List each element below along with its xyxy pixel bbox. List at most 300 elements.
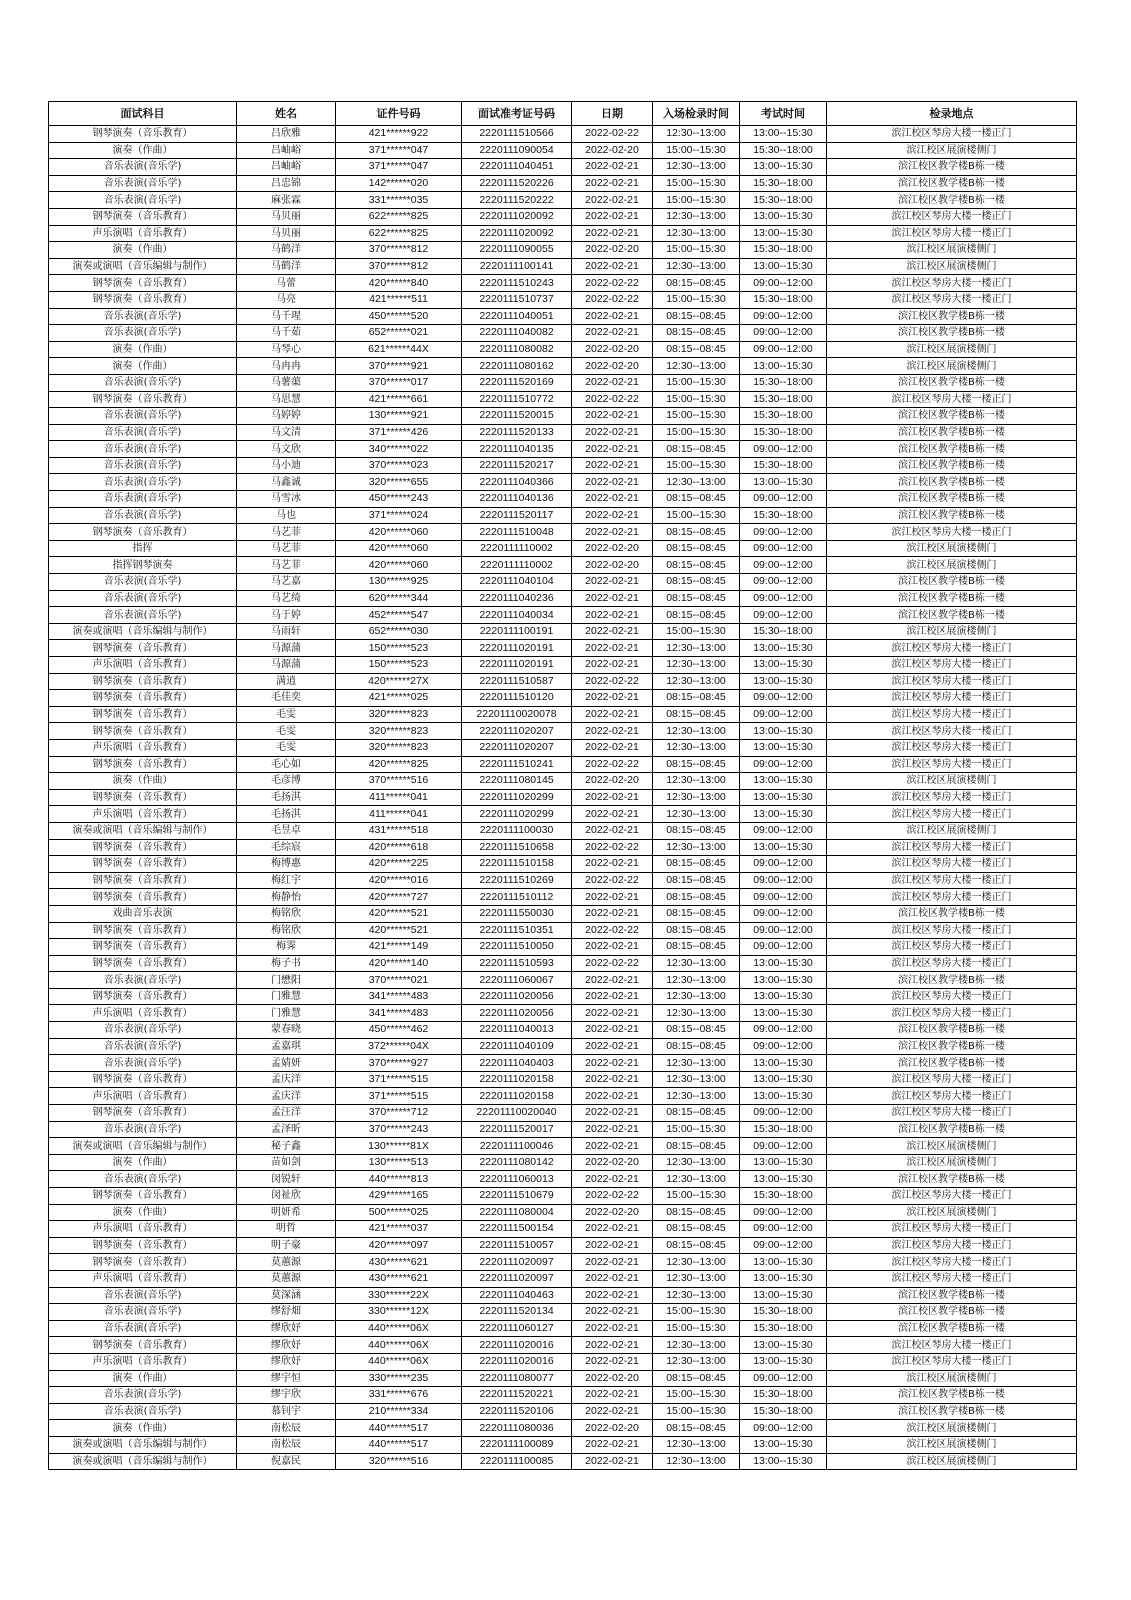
table-row <box>49 308 1077 325</box>
cell-subject: 钢琴演奏（音乐教育） <box>49 1337 237 1354</box>
cell-admission-number: 2220111510050 <box>462 939 572 956</box>
cell-admission-number: 2220111510243 <box>462 275 572 292</box>
table-row <box>49 175 1077 192</box>
cell-admission-number: 2220111550030 <box>462 905 572 922</box>
table-row <box>49 1270 1077 1287</box>
cell-exam-time: 13:00--15:30 <box>740 1005 827 1022</box>
cell-date: 2022-02-21 <box>572 491 653 508</box>
cell-id-number: 652******030 <box>336 623 462 640</box>
cell-admission-number: 2220111520017 <box>462 1121 572 1138</box>
cell-admission-number: 2220111040109 <box>462 1038 572 1055</box>
cell-date: 2022-02-21 <box>572 607 653 624</box>
cell-location: 滨江校区琴房大楼一楼正门 <box>827 723 1077 740</box>
cell-id-number: 420******140 <box>336 955 462 972</box>
cell-checkin-time: 12:30--13:00 <box>653 1337 740 1354</box>
cell-id-number: 622******825 <box>336 225 462 242</box>
cell-checkin-time: 12:30--13:00 <box>653 1154 740 1171</box>
cell-id-number: 370******023 <box>336 457 462 474</box>
cell-exam-time: 09:00--12:00 <box>740 441 827 458</box>
cell-subject: 演奏或演唱（音乐编辑与制作） <box>49 623 237 640</box>
cell-location: 滨江校区教学楼B栋一楼 <box>827 424 1077 441</box>
cell-exam-time: 09:00--12:00 <box>740 540 827 557</box>
cell-date: 2022-02-21 <box>572 1121 653 1138</box>
cell-name: 倪嘉民 <box>237 1453 336 1470</box>
cell-checkin-time: 12:30--13:00 <box>653 1453 740 1470</box>
cell-exam-time: 09:00--12:00 <box>740 574 827 591</box>
cell-date: 2022-02-21 <box>572 590 653 607</box>
cell-location: 滨江校区琴房大楼一楼正门 <box>827 922 1077 939</box>
cell-date: 2022-02-22 <box>572 1188 653 1205</box>
cell-exam-time: 13:00--15:30 <box>740 739 827 756</box>
header-name: 姓名 <box>237 102 336 126</box>
cell-id-number: 150******523 <box>336 640 462 657</box>
cell-subject: 钢琴演奏（音乐教育） <box>49 839 237 856</box>
cell-subject: 声乐演唱（音乐教育） <box>49 657 237 674</box>
cell-date: 2022-02-22 <box>572 126 653 143</box>
cell-name: 毛扬淇 <box>237 789 336 806</box>
cell-id-number: 420******060 <box>336 557 462 574</box>
cell-checkin-time: 08:15--08:45 <box>653 491 740 508</box>
cell-checkin-time: 08:15--08:45 <box>653 706 740 723</box>
cell-subject: 演奏（作曲） <box>49 142 237 159</box>
cell-name: 苗如剑 <box>237 1154 336 1171</box>
cell-checkin-time: 15:00--15:30 <box>653 1121 740 1138</box>
cell-date: 2022-02-20 <box>572 1420 653 1437</box>
cell-checkin-time: 12:30--13:00 <box>653 1254 740 1271</box>
cell-admission-number: 2220111510057 <box>462 1237 572 1254</box>
cell-location: 滨江校区教学楼B栋一楼 <box>827 607 1077 624</box>
cell-name: 缪欣妤 <box>237 1320 336 1337</box>
cell-location: 滨江校区琴房大楼一楼正门 <box>827 208 1077 225</box>
cell-name: 马文欣 <box>237 441 336 458</box>
cell-id-number: 420******840 <box>336 275 462 292</box>
cell-date: 2022-02-22 <box>572 872 653 889</box>
cell-exam-time: 09:00--12:00 <box>740 822 827 839</box>
cell-date: 2022-02-20 <box>572 540 653 557</box>
cell-date: 2022-02-21 <box>572 457 653 474</box>
cell-exam-time: 13:00--15:30 <box>740 789 827 806</box>
cell-date: 2022-02-21 <box>572 192 653 209</box>
cell-admission-number: 2220111520133 <box>462 424 572 441</box>
cell-subject: 钢琴演奏（音乐教育） <box>49 391 237 408</box>
cell-subject: 音乐表演(音乐学) <box>49 159 237 176</box>
cell-subject: 钢琴演奏（音乐教育） <box>49 889 237 906</box>
table-row <box>49 441 1077 458</box>
cell-exam-time: 13:00--15:30 <box>740 1337 827 1354</box>
table-row <box>49 1188 1077 1205</box>
cell-date: 2022-02-21 <box>572 1022 653 1039</box>
cell-exam-time: 15:30--18:00 <box>740 408 827 425</box>
cell-admission-number: 2220111520169 <box>462 374 572 391</box>
cell-admission-number: 2220111080145 <box>462 773 572 790</box>
cell-checkin-time: 08:15--08:45 <box>653 1370 740 1387</box>
table-row <box>49 739 1077 756</box>
cell-checkin-time: 15:00--15:30 <box>653 192 740 209</box>
cell-exam-time: 15:30--18:00 <box>740 1320 827 1337</box>
cell-checkin-time: 12:30--13:00 <box>653 358 740 375</box>
cell-subject: 音乐表演(音乐学) <box>49 175 237 192</box>
cell-checkin-time: 08:15--08:45 <box>653 939 740 956</box>
cell-date: 2022-02-21 <box>572 524 653 541</box>
cell-checkin-time: 15:00--15:30 <box>653 623 740 640</box>
cell-name: 梅铭欣 <box>237 905 336 922</box>
cell-date: 2022-02-21 <box>572 856 653 873</box>
cell-admission-number: 2220111020158 <box>462 1088 572 1105</box>
table-row <box>49 491 1077 508</box>
cell-admission-number: 2220111020299 <box>462 806 572 823</box>
cell-id-number: 341******483 <box>336 988 462 1005</box>
cell-admission-number: 22201110020078 <box>462 706 572 723</box>
cell-checkin-time: 15:00--15:30 <box>653 1403 740 1420</box>
cell-exam-time: 13:00--15:30 <box>740 1055 827 1072</box>
table-row <box>49 291 1077 308</box>
cell-location: 滨江校区琴房大楼一楼正门 <box>827 988 1077 1005</box>
cell-exam-time: 13:00--15:30 <box>740 1254 827 1271</box>
cell-name: 马冉冉 <box>237 358 336 375</box>
cell-date: 2022-02-21 <box>572 474 653 491</box>
cell-checkin-time: 15:00--15:30 <box>653 1320 740 1337</box>
cell-subject: 音乐表演(音乐学) <box>49 491 237 508</box>
table-row <box>49 856 1077 873</box>
cell-location: 滨江校区教学楼B栋一楼 <box>827 374 1077 391</box>
cell-date: 2022-02-20 <box>572 341 653 358</box>
cell-admission-number: 2220111090055 <box>462 242 572 259</box>
cell-date: 2022-02-21 <box>572 1038 653 1055</box>
cell-exam-time: 09:00--12:00 <box>740 341 827 358</box>
cell-exam-time: 09:00--12:00 <box>740 1138 827 1155</box>
cell-location: 滨江校区展演楼侧门 <box>827 1436 1077 1453</box>
cell-admission-number: 2220111040082 <box>462 325 572 342</box>
cell-id-number: 429******165 <box>336 1188 462 1205</box>
cell-id-number: 421******661 <box>336 391 462 408</box>
cell-checkin-time: 15:00--15:30 <box>653 175 740 192</box>
cell-location: 滨江校区展演楼侧门 <box>827 258 1077 275</box>
cell-location: 滨江校区琴房大楼一楼正门 <box>827 889 1077 906</box>
cell-date: 2022-02-21 <box>572 1221 653 1238</box>
cell-subject: 钢琴演奏（音乐教育） <box>49 1254 237 1271</box>
cell-exam-time: 09:00--12:00 <box>740 590 827 607</box>
cell-location: 滨江校区教学楼B栋一楼 <box>827 590 1077 607</box>
cell-admission-number: 2220111510269 <box>462 872 572 889</box>
cell-id-number: 440******517 <box>336 1420 462 1437</box>
cell-checkin-time: 12:30--13:00 <box>653 474 740 491</box>
cell-exam-time: 09:00--12:00 <box>740 706 827 723</box>
cell-location: 滨江校区教学楼B栋一楼 <box>827 1320 1077 1337</box>
cell-date: 2022-02-21 <box>572 806 653 823</box>
cell-checkin-time: 12:30--13:00 <box>653 1005 740 1022</box>
cell-checkin-time: 12:30--13:00 <box>653 739 740 756</box>
table-row <box>49 1022 1077 1039</box>
cell-name: 毛佳奕 <box>237 690 336 707</box>
cell-name: 马艺菲 <box>237 540 336 557</box>
cell-checkin-time: 08:15--08:45 <box>653 856 740 873</box>
cell-exam-time: 09:00--12:00 <box>740 557 827 574</box>
cell-id-number: 420******097 <box>336 1237 462 1254</box>
cell-location: 滨江校区教学楼B栋一楼 <box>827 1121 1077 1138</box>
cell-checkin-time: 15:00--15:30 <box>653 1304 740 1321</box>
cell-exam-time: 09:00--12:00 <box>740 1237 827 1254</box>
cell-exam-time: 09:00--12:00 <box>740 690 827 707</box>
cell-id-number: 440******06X <box>336 1337 462 1354</box>
cell-name: 吕欣雅 <box>237 126 336 143</box>
cell-id-number: 420******016 <box>336 872 462 889</box>
cell-date: 2022-02-22 <box>572 673 653 690</box>
cell-id-number: 371******024 <box>336 507 462 524</box>
cell-id-number: 341******483 <box>336 1005 462 1022</box>
table-row <box>49 1005 1077 1022</box>
cell-exam-time: 15:30--18:00 <box>740 1387 827 1404</box>
cell-subject: 音乐表演(音乐学) <box>49 408 237 425</box>
table-row <box>49 208 1077 225</box>
cell-exam-time: 09:00--12:00 <box>740 491 827 508</box>
cell-date: 2022-02-21 <box>572 1436 653 1453</box>
cell-exam-time: 13:00--15:30 <box>740 258 827 275</box>
cell-name: 南松辰 <box>237 1420 336 1437</box>
table-row <box>49 242 1077 259</box>
cell-date: 2022-02-21 <box>572 225 653 242</box>
cell-id-number: 370******516 <box>336 773 462 790</box>
cell-exam-time: 15:30--18:00 <box>740 242 827 259</box>
cell-location: 滨江校区琴房大楼一楼正门 <box>827 690 1077 707</box>
table-row <box>49 723 1077 740</box>
cell-date: 2022-02-20 <box>572 1154 653 1171</box>
cell-location: 滨江校区琴房大楼一楼正门 <box>827 1105 1077 1122</box>
cell-name: 梅子书 <box>237 955 336 972</box>
cell-exam-time: 09:00--12:00 <box>740 889 827 906</box>
cell-admission-number: 2220111510566 <box>462 126 572 143</box>
cell-name: 毛心如 <box>237 756 336 773</box>
cell-date: 2022-02-21 <box>572 1005 653 1022</box>
cell-exam-time: 15:30--18:00 <box>740 291 827 308</box>
cell-admission-number: 2220111020158 <box>462 1071 572 1088</box>
cell-location: 滨江校区琴房大楼一楼正门 <box>827 524 1077 541</box>
table-row <box>49 756 1077 773</box>
cell-exam-time: 13:00--15:30 <box>740 806 827 823</box>
cell-exam-time: 13:00--15:30 <box>740 225 827 242</box>
cell-id-number: 320******655 <box>336 474 462 491</box>
cell-subject: 声乐演唱（音乐教育） <box>49 739 237 756</box>
table-row <box>49 126 1077 143</box>
cell-location: 滨江校区教学楼B栋一楼 <box>827 159 1077 176</box>
table-row <box>49 1353 1077 1370</box>
cell-subject: 音乐表演(音乐学) <box>49 474 237 491</box>
cell-admission-number: 2220111110002 <box>462 557 572 574</box>
cell-subject: 钢琴演奏（音乐教育） <box>49 640 237 657</box>
cell-admission-number: 2220111500154 <box>462 1221 572 1238</box>
cell-subject: 音乐表演(音乐学) <box>49 1171 237 1188</box>
cell-admission-number: 2220111040403 <box>462 1055 572 1072</box>
cell-checkin-time: 12:30--13:00 <box>653 225 740 242</box>
cell-admission-number: 2220111520015 <box>462 408 572 425</box>
cell-subject: 演奏（作曲） <box>49 1420 237 1437</box>
cell-subject: 钢琴演奏（音乐教育） <box>49 690 237 707</box>
cell-admission-number: 2220111020056 <box>462 1005 572 1022</box>
cell-exam-time: 13:00--15:30 <box>740 126 827 143</box>
cell-checkin-time: 15:00--15:30 <box>653 374 740 391</box>
cell-name: 孟汪洋 <box>237 1105 336 1122</box>
table-row <box>49 507 1077 524</box>
cell-name: 马鑫诚 <box>237 474 336 491</box>
header-row <box>49 102 1077 126</box>
cell-subject: 声乐演唱（音乐教育） <box>49 1088 237 1105</box>
cell-date: 2022-02-21 <box>572 905 653 922</box>
cell-date: 2022-02-21 <box>572 939 653 956</box>
header-location: 检录地点 <box>827 102 1077 126</box>
cell-admission-number: 22201110020040 <box>462 1105 572 1122</box>
cell-exam-time: 13:00--15:30 <box>740 1436 827 1453</box>
cell-location: 滨江校区琴房大楼一楼正门 <box>827 1088 1077 1105</box>
cell-exam-time: 15:30--18:00 <box>740 1121 827 1138</box>
cell-id-number: 420******060 <box>336 540 462 557</box>
cell-name: 麻张霖 <box>237 192 336 209</box>
cell-id-number: 370******021 <box>336 972 462 989</box>
cell-admission-number: 2220111520117 <box>462 507 572 524</box>
cell-exam-time: 09:00--12:00 <box>740 524 827 541</box>
cell-location: 滨江校区琴房大楼一楼正门 <box>827 756 1077 773</box>
cell-id-number: 420******521 <box>336 905 462 922</box>
table-row <box>49 905 1077 922</box>
cell-checkin-time: 15:00--15:30 <box>653 291 740 308</box>
cell-subject: 钢琴演奏（音乐教育） <box>49 988 237 1005</box>
cell-date: 2022-02-21 <box>572 1071 653 1088</box>
cell-exam-time: 09:00--12:00 <box>740 325 827 342</box>
cell-exam-time: 13:00--15:30 <box>740 159 827 176</box>
cell-id-number: 150******523 <box>336 657 462 674</box>
cell-subject: 声乐演唱（音乐教育） <box>49 1353 237 1370</box>
cell-checkin-time: 12:30--13:00 <box>653 988 740 1005</box>
table-row <box>49 474 1077 491</box>
table-row <box>49 1105 1077 1122</box>
cell-id-number: 330******235 <box>336 1370 462 1387</box>
cell-admission-number: 2220111520221 <box>462 1387 572 1404</box>
cell-admission-number: 2220111510737 <box>462 291 572 308</box>
table-row <box>49 922 1077 939</box>
cell-admission-number: 2220111520217 <box>462 457 572 474</box>
table-row <box>49 358 1077 375</box>
cell-subject: 音乐表演(音乐学) <box>49 574 237 591</box>
cell-id-number: 210******334 <box>336 1403 462 1420</box>
cell-id-number: 130******921 <box>336 408 462 425</box>
cell-date: 2022-02-21 <box>572 739 653 756</box>
cell-subject: 钢琴演奏（音乐教育） <box>49 723 237 740</box>
table-row <box>49 457 1077 474</box>
table-row <box>49 374 1077 391</box>
cell-location: 滨江校区展演楼侧门 <box>827 1453 1077 1470</box>
cell-date: 2022-02-21 <box>572 1337 653 1354</box>
table-row <box>49 1436 1077 1453</box>
cell-admission-number: 2220111040463 <box>462 1287 572 1304</box>
cell-location: 滨江校区琴房大楼一楼正门 <box>827 939 1077 956</box>
cell-name: 马文清 <box>237 424 336 441</box>
cell-admission-number: 2220111040135 <box>462 441 572 458</box>
cell-date: 2022-02-21 <box>572 623 653 640</box>
cell-location: 滨江校区琴房大楼一楼正门 <box>827 806 1077 823</box>
table-row <box>49 1154 1077 1171</box>
cell-location: 滨江校区琴房大楼一楼正门 <box>827 1071 1077 1088</box>
cell-id-number: 420******825 <box>336 756 462 773</box>
cell-location: 滨江校区教学楼B栋一楼 <box>827 408 1077 425</box>
cell-name: 马于婷 <box>237 607 336 624</box>
cell-exam-time: 09:00--12:00 <box>740 756 827 773</box>
table-row <box>49 773 1077 790</box>
cell-admission-number: 2220111510112 <box>462 889 572 906</box>
cell-id-number: 450******243 <box>336 491 462 508</box>
cell-name: 缪宇欣 <box>237 1387 336 1404</box>
table-row <box>49 623 1077 640</box>
cell-location: 滨江校区展演楼侧门 <box>827 1420 1077 1437</box>
cell-name: 莫蕙源 <box>237 1270 336 1287</box>
cell-name: 毛雯 <box>237 706 336 723</box>
cell-location: 滨江校区琴房大楼一楼正门 <box>827 657 1077 674</box>
table-row <box>49 391 1077 408</box>
cell-admission-number: 2220111020056 <box>462 988 572 1005</box>
table-row <box>49 822 1077 839</box>
cell-checkin-time: 15:00--15:30 <box>653 242 740 259</box>
table-row <box>49 607 1077 624</box>
cell-date: 2022-02-21 <box>572 1353 653 1370</box>
cell-location: 滨江校区琴房大楼一楼正门 <box>827 291 1077 308</box>
cell-exam-time: 15:30--18:00 <box>740 142 827 159</box>
cell-admission-number: 2220111510587 <box>462 673 572 690</box>
cell-exam-time: 09:00--12:00 <box>740 872 827 889</box>
table-row <box>49 690 1077 707</box>
cell-exam-time: 13:00--15:30 <box>740 208 827 225</box>
cell-subject: 声乐演唱（音乐教育） <box>49 225 237 242</box>
cell-id-number: 431******518 <box>336 822 462 839</box>
cell-admission-number: 2220111020016 <box>462 1353 572 1370</box>
cell-exam-time: 15:30--18:00 <box>740 1403 827 1420</box>
cell-date: 2022-02-22 <box>572 839 653 856</box>
cell-checkin-time: 08:15--08:45 <box>653 690 740 707</box>
cell-date: 2022-02-21 <box>572 1171 653 1188</box>
table-row <box>49 972 1077 989</box>
cell-checkin-time: 12:30--13:00 <box>653 1353 740 1370</box>
cell-name: 马雨轩 <box>237 623 336 640</box>
cell-name: 明哲 <box>237 1221 336 1238</box>
cell-subject: 演奏或演唱（音乐编辑与制作） <box>49 822 237 839</box>
table-row <box>49 1221 1077 1238</box>
header-admission-number: 面试准考证号码 <box>462 102 572 126</box>
cell-location: 滨江校区琴房大楼一楼正门 <box>827 1353 1077 1370</box>
cell-id-number: 320******823 <box>336 739 462 756</box>
cell-checkin-time: 12:30--13:00 <box>653 1287 740 1304</box>
cell-admission-number: 2220111520222 <box>462 192 572 209</box>
cell-id-number: 430******621 <box>336 1270 462 1287</box>
cell-date: 2022-02-21 <box>572 822 653 839</box>
cell-date: 2022-02-21 <box>572 175 653 192</box>
cell-date: 2022-02-21 <box>572 1237 653 1254</box>
cell-id-number: 421******149 <box>336 939 462 956</box>
cell-date: 2022-02-21 <box>572 789 653 806</box>
cell-date: 2022-02-21 <box>572 1088 653 1105</box>
table-row <box>49 1138 1077 1155</box>
cell-name: 吕岫峪 <box>237 159 336 176</box>
table-row <box>49 225 1077 242</box>
cell-date: 2022-02-21 <box>572 706 653 723</box>
cell-date: 2022-02-22 <box>572 756 653 773</box>
cell-location: 滨江校区教学楼B栋一楼 <box>827 1287 1077 1304</box>
table-row <box>49 1387 1077 1404</box>
cell-checkin-time: 08:15--08:45 <box>653 1420 740 1437</box>
cell-name: 梅博惠 <box>237 856 336 873</box>
cell-exam-time: 09:00--12:00 <box>740 1204 827 1221</box>
cell-id-number: 452******547 <box>336 607 462 624</box>
cell-id-number: 420******060 <box>336 524 462 541</box>
cell-id-number: 500******025 <box>336 1204 462 1221</box>
cell-checkin-time: 12:30--13:00 <box>653 789 740 806</box>
cell-admission-number: 2220111020207 <box>462 723 572 740</box>
table-row <box>49 673 1077 690</box>
